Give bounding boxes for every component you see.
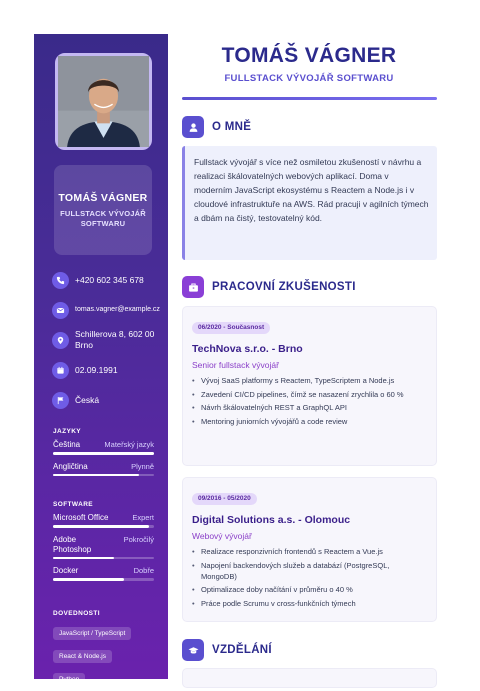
- about-text: Fullstack vývojář s více než osmiletou zkušeností v návrhu a realizaci škálovatelných webových aplikací. Doma v moderním JavaScript ekosystému s Reactem a Node.js i v cloudové infrastruktuře na AWS. Rád pracuji v agilních týmech a dbám na čistý, testovatelný kód.: [182, 146, 437, 260]
- contact-nationality-text: Česká: [75, 394, 100, 405]
- language-bar: [53, 474, 154, 477]
- user-icon: [182, 116, 204, 138]
- language-bar: [53, 452, 154, 455]
- job-bullet: • Práce podle Scrumu v cross-funkčních týmech: [192, 598, 427, 609]
- graduation-cap-icon: [182, 639, 204, 661]
- contact-phone-text: +420 602 345 678: [75, 274, 144, 285]
- languages-section: [53, 428, 154, 483]
- software-bar: [53, 557, 154, 560]
- job-bullet: • Realizace responzivních frontendů s Reactem a Vue.js: [192, 546, 427, 557]
- job-bullet: • Mentoring juniorních vývojářů a code review: [192, 416, 427, 427]
- job-bullet: • Optimalizace doby načítání v průměru o 40 %: [192, 584, 427, 595]
- contact-email-text: tomas.vagner@example.cz: [75, 306, 160, 314]
- education-header: [182, 639, 272, 661]
- about-heading: O MNĚ: [212, 121, 252, 133]
- language-item: [53, 462, 154, 477]
- job-bullets: [192, 546, 427, 609]
- software-bar: [53, 525, 154, 528]
- about-header: [182, 116, 251, 138]
- job-bullet: • Vývoj SaaS platformy s Reactem, TypeScriptem a Node.js: [192, 375, 427, 386]
- sidebar-name-card: [54, 165, 152, 255]
- job-card: [182, 306, 437, 466]
- skill-tag: Python: [53, 673, 85, 686]
- education-card: [182, 668, 437, 688]
- job-company: Digital Solutions a.s. - Olomouc: [192, 514, 351, 526]
- contact-list: [52, 269, 162, 419]
- sidebar: [34, 34, 168, 683]
- job-bullet: • Napojení backendových služeb a databází (PostgreSQL, MongoDB): [192, 560, 427, 582]
- job-date: 06/2020 - Současnost: [192, 322, 270, 334]
- language-level: Plynně: [131, 461, 154, 471]
- job-role: Webový vývojář: [192, 531, 252, 541]
- job-bullet: • Zavedení CI/CD pipelines, čímž se nasazení zrychlila o 60 %: [192, 389, 427, 400]
- profile-photo: [55, 53, 152, 150]
- software-item: [53, 566, 154, 581]
- software-heading: SOFTWARE: [53, 501, 94, 508]
- software-bar-fill: [53, 525, 149, 528]
- contact-email[interactable]: [52, 299, 162, 321]
- job-card: [182, 477, 437, 622]
- software-bar: [53, 578, 154, 581]
- software-bar-fill: [53, 578, 124, 581]
- software-name: Microsoft Office: [53, 513, 109, 522]
- job-company: TechNova s.r.o. - Brno: [192, 343, 303, 355]
- job-bullets: [192, 375, 427, 427]
- software-bar-fill: [53, 557, 114, 560]
- languages-heading: JAZYKY: [53, 428, 82, 435]
- sidebar-name: TOMÁŠ VÁGNER: [58, 191, 148, 204]
- job-date: 09/2016 - 05/2020: [192, 493, 257, 505]
- software-level: Pokročilý: [123, 534, 154, 544]
- language-item: [53, 440, 154, 455]
- experience-header: [182, 276, 356, 298]
- software-level: Dobře: [133, 566, 154, 575]
- briefcase-icon: [182, 276, 204, 298]
- software-item: [53, 535, 154, 560]
- location-icon: [52, 332, 69, 349]
- software-item: [53, 513, 154, 528]
- skill-tag: JavaScript / TypeScript: [53, 627, 131, 640]
- job-role: Senior fullstack vývojář: [192, 360, 279, 370]
- contact-address: [52, 329, 162, 351]
- contact-birthdate-text: 02.09.1991: [75, 364, 118, 375]
- calendar-icon: [52, 362, 69, 379]
- skill-tag: React & Node.js: [53, 650, 112, 663]
- language-bar-fill: [53, 452, 154, 455]
- contact-birthdate: [52, 359, 162, 381]
- sidebar-title: FULLSTACK VÝVOJÁŘ SOFTWARU: [60, 208, 146, 228]
- language-name: Angličtina: [53, 461, 88, 471]
- language-bar-fill: [53, 474, 139, 477]
- skills-heading: DOVEDNOSTI: [53, 610, 100, 617]
- candidate-title: FULLSTACK VÝVOJÁŘ SOFTWARU: [224, 73, 394, 84]
- software-name: Adobe Photoshop: [53, 534, 92, 554]
- contact-address-text: Schillerova 8, 602 00 Brno: [75, 329, 155, 350]
- flag-icon: [52, 392, 69, 409]
- skills-section: [53, 610, 154, 691]
- contact-phone[interactable]: [52, 269, 162, 291]
- language-name: Čeština: [53, 440, 81, 449]
- experience-heading: PRACOVNÍ ZKUŠENOSTI: [212, 281, 356, 293]
- software-level: Expert: [132, 513, 154, 522]
- phone-icon: [52, 272, 69, 289]
- software-section: [53, 501, 154, 588]
- software-name: Docker: [53, 566, 79, 575]
- header-divider: [182, 97, 437, 100]
- education-heading: VZDĚLÁNÍ: [212, 644, 272, 656]
- language-level: Mateřský jazyk: [104, 440, 154, 449]
- mail-icon: [52, 302, 69, 319]
- contact-nationality: [52, 389, 162, 411]
- candidate-name: TOMÁŠ VÁGNER: [221, 44, 397, 67]
- job-bullet: • Návrh škálovatelných REST a GraphQL API: [192, 402, 427, 413]
